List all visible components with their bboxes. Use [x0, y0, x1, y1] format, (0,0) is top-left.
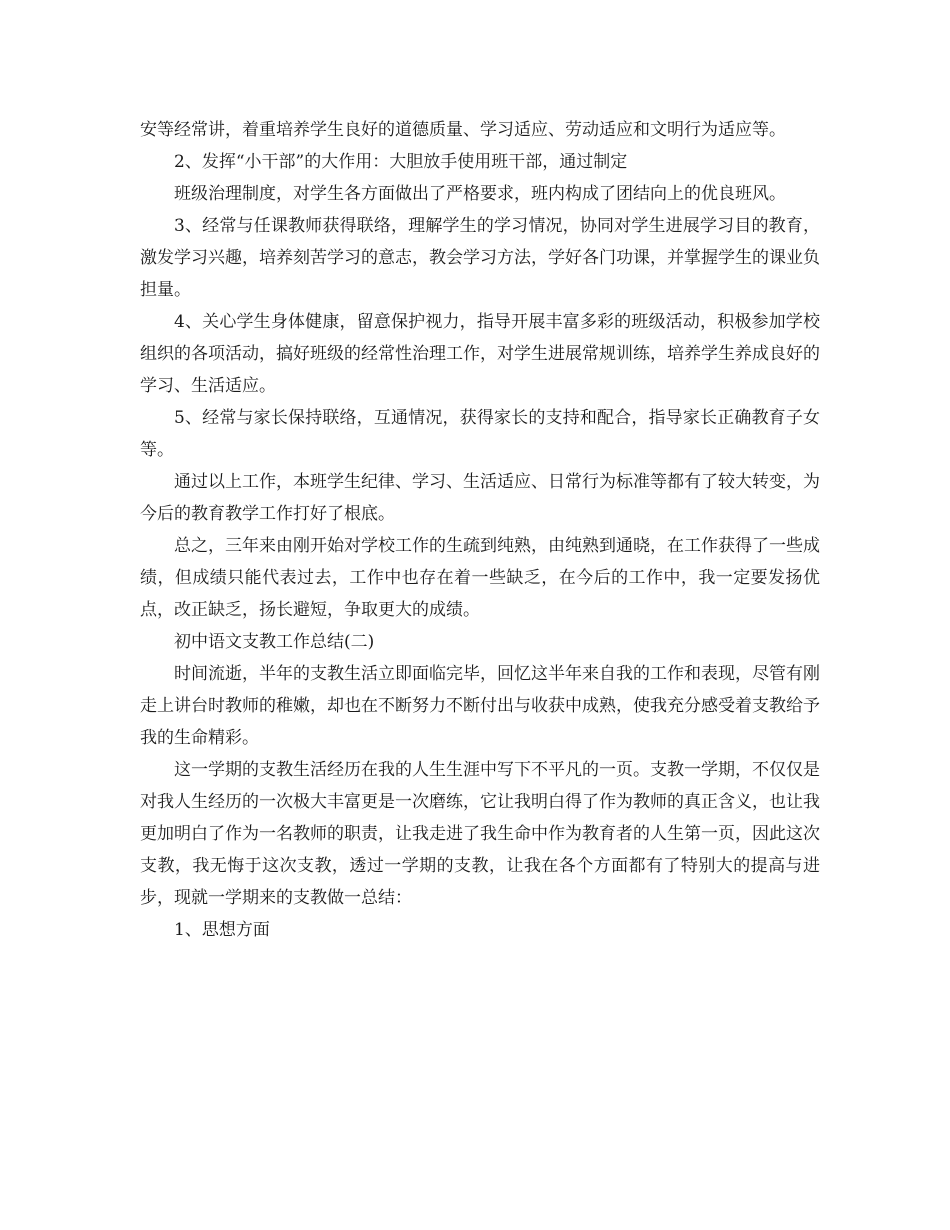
paragraph-item-2-continued: 班级治理制度，对学生各方面做出了严格要求，班内构成了团结向上的优良班风。 [174, 184, 786, 204]
document-body [140, 114, 820, 946]
paragraph-item-5: 5、经常与家长保持联络，互通情况，获得家长的支持和配合，指导家长正确教育子女等。 [140, 408, 820, 460]
paragraph-conclusion: 总之，三年来由刚开始对学校工作的生疏到纯熟，由纯熟到通晓，在工作获得了一些成绩，但成绩只能代表过去，工作中也存在着一些缺乏，在今后的工作中，我一定要发扬优点，改正缺乏，扬长避短，争取更大的成绩。 [140, 536, 820, 620]
paragraph-reflection: 这一学期的支教生活经历在我的人生生涯中写下不平凡的一页。支教一学期，不仅仅是对我人生经历的一次极大丰富更是一次磨练，它让我明白得了作为教师的真正含义，也让我更加明白了作为一名教师的职责，让我走进了我生命中作为教育者的人生第一页，因此这次支教，我无悔于这次支教，透过一学期的支教，让我在各个方面都有了特别大的提高与进步，现就一学期来的支教做一总结： [140, 760, 820, 908]
paragraph-result: 通过以上工作，本班学生纪律、学习、生活适应、日常行为标准等都有了较大转变，为今后的教育教学工作打好了根底。 [140, 472, 820, 524]
subheading-thought: 1、思想方面 [174, 920, 270, 940]
paragraph-item-2: 2、发挥“小干部”的大作用：大胆放手使用班干部，通过制定 [174, 152, 628, 172]
paragraph-item-4: 4、关心学生身体健康，留意保护视力，指导开展丰富多彩的班级活动，积极参加学校组织的各项活动，搞好班级的经常性治理工作，对学生进展常规训练，培养学生养成良好的学习、生活适应。 [140, 312, 820, 396]
section-heading: 初中语文支教工作总结(二) [174, 632, 375, 652]
paragraph-intro: 时间流逝，半年的支教生活立即面临完毕，回忆这半年来自我的工作和表现，尽管有刚走上讲台时教师的稚嫩，却也在不断努力不断付出与收获中成熟，使我充分感受着支教给予我的生命精彩。 [140, 664, 820, 748]
paragraph-item-3: 3、经常与任课教师获得联络，理解学生的学习情况，协同对学生进展学习目的教育，激发学习兴趣，培养刻苦学习的意志，教会学习方法，学好各门功课，并掌握学生的课业负担量。 [140, 216, 820, 300]
paragraph-continuation: 安等经常讲，着重培养学生良好的道德质量、学习适应、劳动适应和文明行为适应等。 [140, 120, 786, 140]
